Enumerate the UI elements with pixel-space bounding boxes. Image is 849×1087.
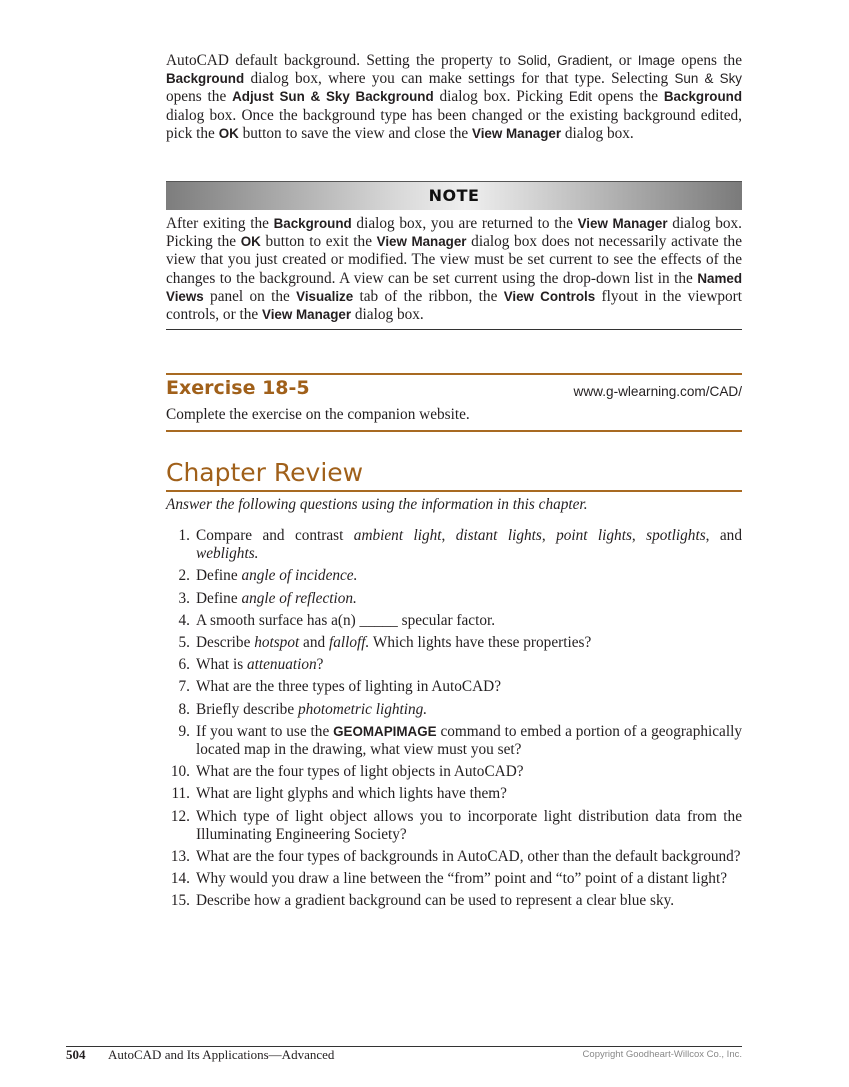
key-term: attenuation	[246, 656, 317, 674]
book-title: AutoCAD and Its Applications—Advanced	[108, 1047, 335, 1062]
text-run: , or	[608, 52, 638, 69]
review-question	[166, 656, 742, 674]
question-number: 12.	[170, 807, 190, 825]
review-question	[166, 763, 742, 781]
review-question	[166, 785, 742, 803]
question-number: 9.	[178, 722, 190, 740]
chapter-review-rule	[166, 490, 742, 492]
text-run: dialog box. Once the background type has been changed or the existing background edited, pick the	[166, 106, 742, 142]
text-run: button to exit the	[260, 233, 377, 251]
key-term: distant lights	[455, 527, 542, 544]
option-term: Solid	[517, 53, 548, 68]
question-number: 14.	[170, 870, 190, 888]
question-text	[196, 892, 742, 910]
ui-term: Background	[273, 216, 352, 231]
question-number: 10.	[170, 763, 190, 781]
text-run: What are the three types of lighting in AutoCAD?	[196, 678, 502, 696]
text-run: Briefly describe	[196, 700, 298, 718]
key-term: spotlights	[646, 527, 706, 544]
text-run: What are light glyphs and which lights have them?	[196, 785, 507, 803]
text-run: Why would you draw a line between the “from” point and “to” point of a distant light?	[196, 870, 727, 888]
question-number: 5.	[178, 634, 190, 652]
exercise-text: Complete the exercise on the companion website.	[166, 406, 470, 423]
text-run: If you want to use the	[196, 722, 334, 740]
review-question	[166, 678, 742, 696]
key-term: hotspot	[254, 634, 300, 652]
ui-term: View Manager	[472, 125, 562, 141]
text-run: AutoCAD default background. Setting the property to	[166, 52, 518, 69]
review-question	[166, 848, 742, 866]
ui-term: View Manager	[577, 216, 668, 231]
question-text	[196, 785, 742, 803]
text-run: panel on the	[203, 287, 297, 305]
text-run: dialog box. Picking	[433, 88, 569, 106]
question-text	[196, 870, 742, 888]
text-run: ,	[547, 52, 558, 69]
question-number: 3.	[178, 589, 190, 607]
ui-term: Background	[166, 71, 245, 87]
text-run: A smooth surface has a(n) _____ specular factor.	[196, 611, 496, 629]
note-paragraph	[166, 215, 742, 324]
question-text	[196, 567, 742, 585]
question-text	[196, 763, 742, 781]
question-number: 11.	[171, 785, 190, 803]
note-header	[166, 181, 742, 210]
text-run: dialog box.	[351, 306, 424, 324]
key-term: ambient light	[353, 527, 442, 544]
option-term: Gradient	[557, 53, 609, 68]
question-text	[196, 701, 742, 719]
review-question	[166, 701, 742, 719]
text-run: Define	[196, 567, 242, 585]
review-question	[166, 892, 742, 910]
text-run: What are the four types of light objects in AutoCAD?	[196, 763, 524, 781]
chapter-review-title: Chapter Review	[166, 458, 364, 487]
exercise-bottom-rule	[166, 430, 742, 432]
question-text	[196, 848, 742, 866]
text-run: dialog box, you are returned to the	[351, 215, 578, 232]
text-run: Compare and contrast	[196, 527, 354, 544]
question-number: 13.	[170, 848, 190, 866]
ui-term: Named Views	[166, 270, 742, 304]
text-run: ,	[631, 527, 647, 544]
text-run: dialog box.	[561, 124, 634, 142]
ui-term: View Controls	[503, 288, 596, 304]
key-term: photometric lighting.	[297, 700, 428, 718]
exercise-url-link[interactable]: www.g-wlearning.com/CAD/	[573, 384, 742, 399]
key-term: weblights.	[196, 545, 259, 563]
key-term: falloff.	[328, 634, 370, 652]
ui-term: View Manager	[376, 234, 467, 250]
text-run: ,	[441, 527, 456, 544]
review-question	[166, 723, 742, 759]
text-run: After exiting the	[166, 215, 274, 232]
key-term: angle of reflection.	[241, 589, 357, 607]
exercise-title: Exercise 18-5	[166, 377, 310, 399]
text-run: What are the four types of backgrounds in AutoCAD, other than the default background?	[196, 848, 741, 866]
review-question	[166, 612, 742, 630]
text-run: Define	[196, 589, 242, 607]
option-term: Sun & Sky	[674, 71, 742, 87]
question-number: 7.	[178, 678, 190, 696]
text-run: dialog box, where you can make settings for that type. Selecting	[244, 70, 675, 88]
note-divider	[166, 329, 742, 330]
text-run: Describe	[196, 634, 255, 652]
ui-term: GEOMAPIMAGE	[333, 723, 437, 739]
exercise-top-rule	[166, 373, 742, 375]
question-number: 1.	[178, 527, 190, 544]
text-run: ?	[316, 656, 324, 674]
question-text	[196, 808, 742, 844]
question-text	[196, 612, 742, 630]
text-run: Which lights have these properties?	[369, 634, 592, 652]
text-run: flyout in the viewport controls, or the	[166, 287, 743, 324]
key-term: point lights	[556, 527, 632, 544]
review-question	[166, 870, 742, 888]
copyright: Copyright Goodheart-Willcox Co., Inc.	[582, 1049, 742, 1060]
question-text	[196, 590, 742, 608]
text-run: dialog box. Picking the	[166, 215, 742, 251]
note-label: NOTE	[428, 186, 480, 205]
text-run: Which type of light object allows you to incorporate light distribution data from the Illuminating Engineering Society?	[196, 807, 742, 843]
question-number: 8.	[178, 700, 190, 718]
ui-term: Adjust Sun & Sky Background	[232, 89, 434, 105]
question-text	[196, 723, 742, 759]
text-run: opens the	[591, 88, 664, 106]
question-number: 15.	[170, 892, 190, 910]
question-text	[196, 656, 742, 674]
option-term: Image	[637, 53, 675, 68]
question-number: 6.	[178, 656, 190, 674]
ui-term: Background	[663, 89, 742, 105]
text-run: button to save the view and close the	[238, 124, 472, 142]
text-run: opens the	[166, 88, 233, 106]
page-number: 504	[66, 1047, 86, 1062]
text-run: What is	[196, 656, 247, 674]
chapter-review-intro: Answer the following questions using the information in this chapter.	[166, 496, 588, 513]
question-text	[196, 527, 742, 563]
review-question	[166, 527, 742, 563]
question-number: 4.	[178, 611, 190, 629]
question-text	[196, 634, 742, 652]
ui-term: View Manager	[262, 307, 352, 323]
review-question	[166, 634, 742, 652]
option-term: Edit	[568, 89, 592, 105]
review-question	[166, 808, 742, 844]
review-question	[166, 567, 742, 585]
text-run: command to embed a portion of a geographically located map in the drawing, what view must you set?	[196, 722, 742, 759]
text-run: Describe how a gradient background can be used to represent a clear blue sky.	[196, 892, 675, 910]
key-term: angle of incidence.	[241, 567, 358, 585]
intro-paragraph	[166, 52, 742, 143]
text-run: and	[299, 634, 329, 652]
question-number: 2.	[178, 567, 190, 585]
text-run: tab of the ribbon, the	[353, 287, 504, 305]
text-run: opens the	[675, 52, 742, 69]
text-run: , and	[705, 527, 742, 544]
review-questions-list	[166, 527, 742, 915]
question-text	[196, 678, 742, 696]
text-run: dialog box does not necessarily activate the view that you just created or modified. The view must be set current to see the effects of the changes to the background. A view can be set current using the drop-down list in the	[166, 233, 742, 287]
ui-term: OK	[218, 125, 239, 141]
ui-term: Visualize	[296, 288, 354, 304]
review-question	[166, 590, 742, 608]
ui-term: OK	[240, 234, 261, 250]
text-run: ,	[541, 527, 557, 544]
